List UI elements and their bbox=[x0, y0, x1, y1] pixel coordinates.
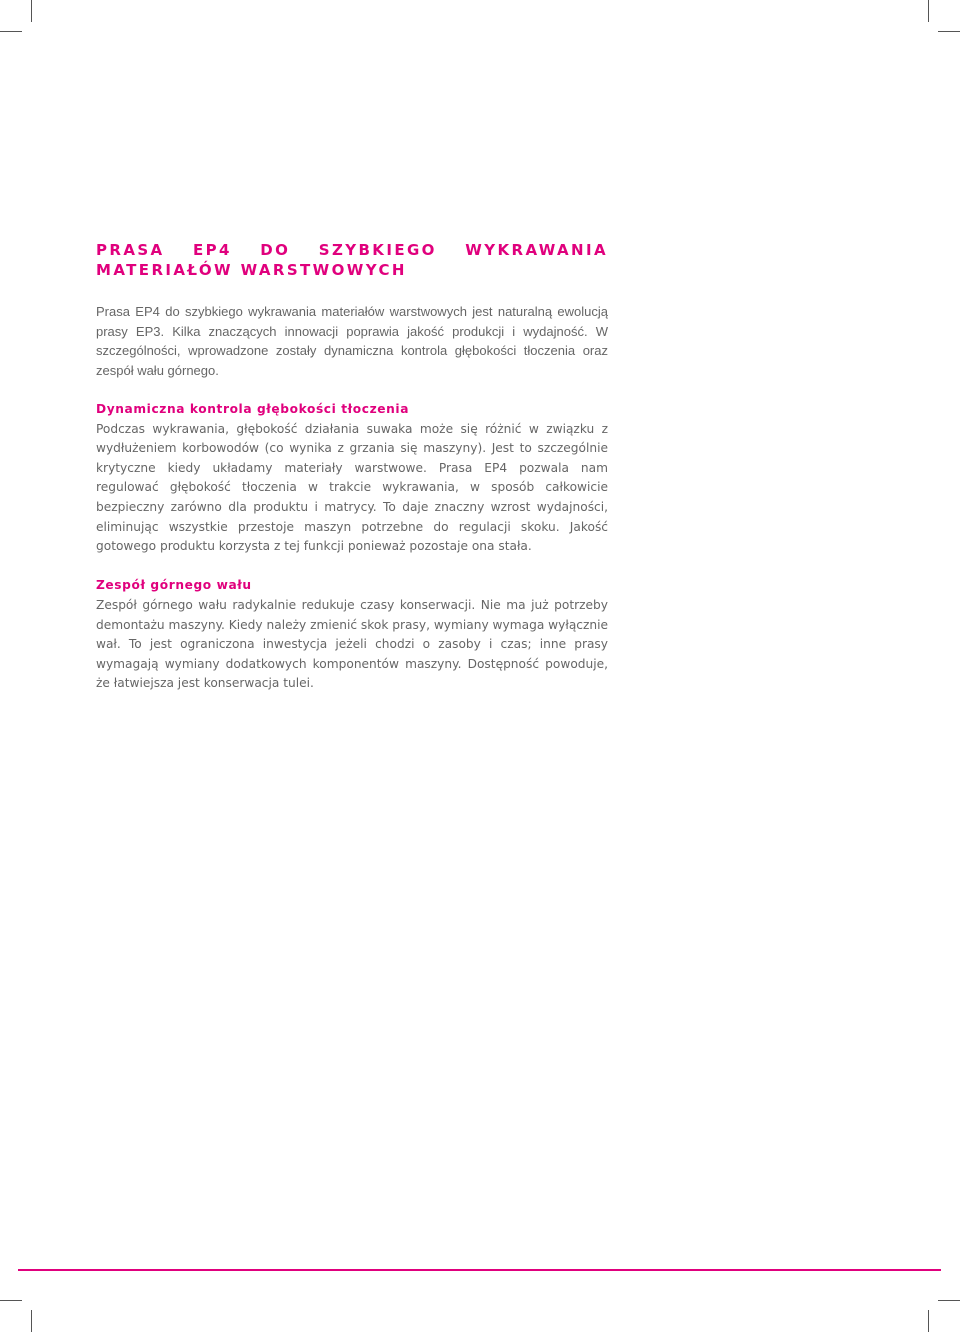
crop-mark-top-right-vertical bbox=[928, 0, 929, 22]
section-paragraph: Podczas wykrawania, głębokość działania suwaka może się różnić w związku z wydłużeniem korbowodów (co wynika z grzania się maszyny). Jest to szczególnie krytyczne kiedy układamy materiały warstwowe. Prasa EP4 pozwala nam regulować głębokość tłoczenia w trakcie wykrawania, w sposób całkowicie bezpieczny zarówno dla produktu i matrycy. To daje znaczny wzrost wydajności, eliminując wszystkie przestoje maszyn potrzebne do regulacji skoku. Jakość gotowego produktu korzysta z tej funkcji ponieważ pozostaje ona stała. bbox=[96, 421, 608, 554]
page-title: PRASA EP4 DO SZYBKIEGO WYKRAWANIA MATERIAŁÓW WARSTWOWYCH bbox=[96, 241, 608, 279]
crop-mark-top-right-horizontal bbox=[938, 31, 960, 32]
section-heading: Dynamiczna kontrola głębokości tłoczenia bbox=[96, 401, 410, 416]
section-heading: Zespół górnego wału bbox=[96, 578, 252, 593]
crop-mark-bottom-left-vertical bbox=[31, 1310, 32, 1332]
crop-mark-top-left-horizontal bbox=[0, 31, 22, 32]
crop-mark-bottom-left-horizontal bbox=[0, 1300, 22, 1301]
crop-mark-top-left-vertical bbox=[31, 0, 32, 22]
section-dynamic-depth-control bbox=[96, 400, 608, 557]
crop-mark-bottom-right-vertical bbox=[928, 1310, 929, 1332]
footer-divider bbox=[18, 1269, 941, 1271]
section-paragraph: Zespół górnego wału radykalnie redukuje czasy konserwacji. Nie ma już potrzeby demontażu maszyny. Kiedy należy zmienić skok prasy, wymiany wymaga wyłącznie wał. To jest ograniczona inwestycja jeżeli chodzi o zasoby i czas; inne prasy wymagają wymiany dodatkowych komponentów maszyny. Dostępność powoduje, że łatwiejsza jest konserwacja tulei. bbox=[96, 597, 608, 691]
section-upper-shaft-assembly bbox=[96, 576, 608, 694]
document-content bbox=[96, 241, 608, 694]
crop-mark-bottom-right-horizontal bbox=[938, 1300, 960, 1301]
intro-paragraph: Prasa EP4 do szybkiego wykrawania materiałów warstwowych jest naturalną ewolucją prasy EP3. Kilka znaczących innowacji poprawia jakość produkcji i wydajność. W szczególności, wprowadzone zostały dynamiczna kontrola głębokości tłoczenia oraz zespół wału górnego. bbox=[96, 304, 608, 378]
